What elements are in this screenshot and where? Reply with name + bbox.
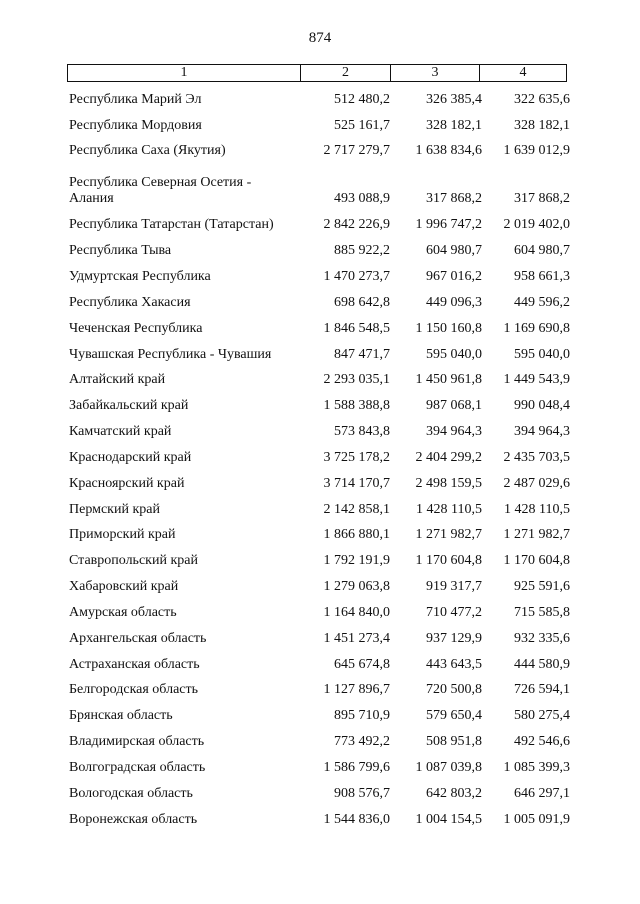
region-name-cell: Красноярский край — [69, 475, 185, 491]
region-name-cell: Республика Хакасия — [69, 294, 191, 310]
value-column-3-cell: 642 803,2 — [426, 785, 482, 801]
table-row — [67, 367, 572, 393]
value-column-2-cell: 1 451 273,4 — [323, 630, 390, 646]
region-name-cell: Краснодарский край — [69, 449, 192, 465]
value-column-3-cell: 720 500,8 — [426, 682, 482, 698]
region-name-cell: Алтайский край — [69, 372, 166, 388]
region-name-cell: Амурская область — [69, 604, 177, 620]
value-column-2-cell: 573 843,8 — [334, 424, 390, 440]
value-column-4-cell: 595 040,0 — [514, 346, 570, 362]
value-column-2-cell: 493 088,9 — [334, 191, 390, 207]
value-column-4-cell: 990 048,4 — [514, 398, 570, 414]
value-column-3-cell: 508 951,8 — [426, 734, 482, 750]
value-column-2-cell: 773 492,2 — [334, 734, 390, 750]
value-column-3-cell: 328 182,1 — [426, 117, 482, 133]
value-column-2-cell: 1 846 548,5 — [323, 320, 390, 336]
value-column-3-cell: 1 450 961,8 — [415, 372, 482, 388]
value-column-2-cell: 1 279 063,8 — [323, 579, 390, 595]
region-name-cell: Волгоградская область — [69, 760, 206, 775]
value-column-3-cell: 967 016,2 — [426, 268, 482, 284]
value-column-3-cell: 2 404 299,2 — [415, 449, 482, 465]
value-column-2-cell: 1 544 836,0 — [323, 811, 390, 827]
value-column-3-cell: 394 964,3 — [426, 424, 482, 440]
region-name-cell: Забайкальский край — [69, 398, 189, 414]
table-row — [67, 677, 572, 703]
region-name-cell: Ставропольский край — [69, 553, 198, 569]
value-column-3-cell: 604 980,7 — [426, 243, 482, 259]
value-column-2-cell: 1 586 799,6 — [323, 760, 390, 775]
region-name-cell: Республика Тыва — [69, 243, 172, 259]
region-name-cell: Удмуртская Республика — [69, 268, 211, 284]
column-header-3: 3 — [390, 65, 479, 81]
value-column-2-cell: 645 674,8 — [334, 656, 390, 672]
table-row — [67, 806, 572, 832]
value-column-4-cell: 1 169 690,8 — [503, 320, 570, 336]
value-column-3-cell: 326 385,4 — [426, 91, 482, 107]
table-row — [67, 573, 572, 599]
region-name-cell: Хабаровский край — [69, 579, 179, 595]
value-column-4-cell: 394 964,3 — [514, 424, 570, 440]
value-column-2-cell: 525 161,7 — [334, 117, 390, 133]
region-name-cell: Камчатский край — [69, 424, 172, 440]
value-column-4-cell: 646 297,1 — [514, 785, 570, 801]
value-column-3-cell: 937 129,9 — [426, 630, 482, 646]
value-column-3-cell: 317 868,2 — [426, 191, 482, 207]
value-column-4-cell: 328 182,1 — [514, 117, 570, 133]
table-row — [67, 651, 572, 677]
value-column-3-cell: 1 638 834,6 — [415, 143, 482, 159]
page-number: 874 — [308, 30, 332, 46]
region-name-cell: Республика Марий Эл — [69, 91, 202, 107]
table-row — [67, 754, 572, 780]
value-column-2-cell: 895 710,9 — [334, 708, 390, 724]
table-row — [67, 212, 572, 238]
region-name-cell: Пермский край — [69, 501, 160, 517]
region-name-cell: Чеченская Республика — [69, 320, 203, 336]
value-column-2-cell: 885 922,2 — [334, 243, 390, 259]
value-column-3-cell: 1 428 110,5 — [416, 501, 482, 517]
region-name-cell: Архангельская область — [69, 630, 207, 646]
value-column-2-cell: 2 717 279,7 — [323, 143, 390, 159]
value-column-4-cell: 444 580,9 — [514, 656, 570, 672]
value-column-3-cell: 2 498 159,5 — [415, 475, 482, 491]
table-row — [67, 315, 572, 341]
value-column-3-cell: 710 477,2 — [426, 604, 482, 620]
table-row — [67, 548, 572, 574]
value-column-2-cell: 1 470 273,7 — [323, 268, 390, 284]
value-column-3-cell: 987 068,1 — [426, 398, 482, 414]
table-row — [67, 780, 572, 806]
region-name-cell: Вологодская область — [69, 785, 193, 801]
table-row — [67, 237, 572, 263]
value-column-4-cell: 1 639 012,9 — [503, 143, 570, 159]
table-row — [67, 341, 572, 367]
table-row — [67, 392, 572, 418]
value-column-2-cell: 512 480,2 — [334, 91, 390, 107]
value-column-3-cell: 1 004 154,5 — [415, 811, 482, 827]
table-row — [67, 496, 572, 522]
value-column-3-cell: 1 996 747,2 — [415, 217, 482, 233]
value-column-2-cell: 1 588 388,8 — [323, 398, 390, 414]
value-column-3-cell: 1 150 160,8 — [415, 320, 482, 336]
table-row — [67, 112, 572, 138]
region-name-cell: Владимирская область — [69, 734, 205, 750]
region-name-cell: Республика Татарстан (Татарстан) — [69, 217, 274, 233]
table-row — [67, 625, 572, 651]
region-name-cell: Белгородская область — [69, 682, 199, 698]
table-row — [67, 470, 572, 496]
value-column-2-cell: 908 576,7 — [334, 785, 390, 801]
value-column-3-cell: 1 271 982,7 — [415, 527, 482, 543]
table-row — [67, 599, 572, 625]
value-column-2-cell: 3 714 170,7 — [323, 475, 390, 491]
value-column-2-cell: 2 142 858,1 — [323, 501, 390, 517]
value-column-4-cell: 580 275,4 — [514, 708, 570, 724]
region-name-cell: Чувашская Республика - Чувашия — [69, 346, 272, 362]
value-column-4-cell: 492 546,6 — [514, 734, 570, 750]
value-column-4-cell: 1 428 110,5 — [504, 501, 570, 517]
table-row — [67, 164, 572, 212]
value-column-4-cell: 726 594,1 — [514, 682, 570, 698]
value-column-3-cell: 579 650,4 — [426, 708, 482, 724]
table-row — [67, 444, 572, 470]
table-row — [67, 138, 572, 164]
value-column-2-cell: 1 164 840,0 — [323, 604, 390, 620]
table-row — [67, 728, 572, 754]
value-column-3-cell: 595 040,0 — [426, 346, 482, 362]
table-body — [67, 86, 572, 832]
value-column-2-cell: 847 471,7 — [334, 346, 390, 362]
value-column-2-cell: 3 725 178,2 — [323, 449, 390, 465]
value-column-4-cell: 1 085 399,3 — [503, 760, 570, 775]
table-row — [67, 263, 572, 289]
value-column-4-cell: 2 435 703,5 — [503, 449, 570, 465]
region-name-cell: Астраханская область — [69, 656, 200, 672]
value-column-4-cell: 925 591,6 — [514, 579, 570, 595]
value-column-2-cell: 2 293 035,1 — [323, 372, 390, 388]
region-name-cell: Республика Северная Осетия - Алания — [69, 175, 252, 207]
value-column-2-cell: 1 866 880,1 — [323, 527, 390, 543]
column-header-4: 4 — [479, 65, 566, 81]
region-name-cell: Республика Мордовия — [69, 117, 202, 133]
value-column-4-cell: 2 019 402,0 — [503, 217, 570, 233]
value-column-4-cell: 958 661,3 — [514, 268, 570, 284]
region-name-cell: Приморский край — [69, 527, 176, 543]
value-column-4-cell: 715 585,8 — [514, 604, 570, 620]
value-column-4-cell: 449 596,2 — [514, 294, 570, 310]
table-row — [67, 86, 572, 112]
region-name-cell: Воронежская область — [69, 811, 198, 827]
value-column-3-cell: 1 170 604,8 — [415, 553, 482, 569]
table-row — [67, 522, 572, 548]
value-column-4-cell: 604 980,7 — [514, 243, 570, 259]
table-row — [67, 289, 572, 315]
value-column-2-cell: 698 642,8 — [334, 294, 390, 310]
value-column-4-cell: 1 271 982,7 — [503, 527, 570, 543]
value-column-4-cell: 317 868,2 — [514, 191, 570, 207]
value-column-4-cell: 1 449 543,9 — [503, 372, 570, 388]
column-header-1: 1 — [180, 65, 188, 80]
value-column-3-cell: 1 087 039,8 — [415, 760, 482, 775]
region-name-cell: Республика Саха (Якутия) — [69, 143, 226, 159]
value-column-4-cell: 1 005 091,9 — [503, 811, 570, 827]
value-column-2-cell: 1 127 896,7 — [323, 682, 390, 698]
column-header-2: 2 — [300, 65, 390, 81]
table-header-row — [67, 64, 567, 82]
table-row — [67, 418, 572, 444]
value-column-2-cell: 1 792 191,9 — [323, 553, 390, 569]
value-column-4-cell: 2 487 029,6 — [503, 475, 570, 491]
value-column-4-cell: 932 335,6 — [514, 630, 570, 646]
region-name-cell: Брянская область — [69, 708, 173, 724]
value-column-3-cell: 449 096,3 — [426, 294, 482, 310]
value-column-3-cell: 919 317,7 — [426, 579, 482, 595]
value-column-2-cell: 2 842 226,9 — [323, 217, 390, 233]
value-column-4-cell: 322 635,6 — [514, 91, 570, 107]
value-column-3-cell: 443 643,5 — [426, 656, 482, 672]
value-column-4-cell: 1 170 604,8 — [503, 553, 570, 569]
table-row — [67, 703, 572, 729]
